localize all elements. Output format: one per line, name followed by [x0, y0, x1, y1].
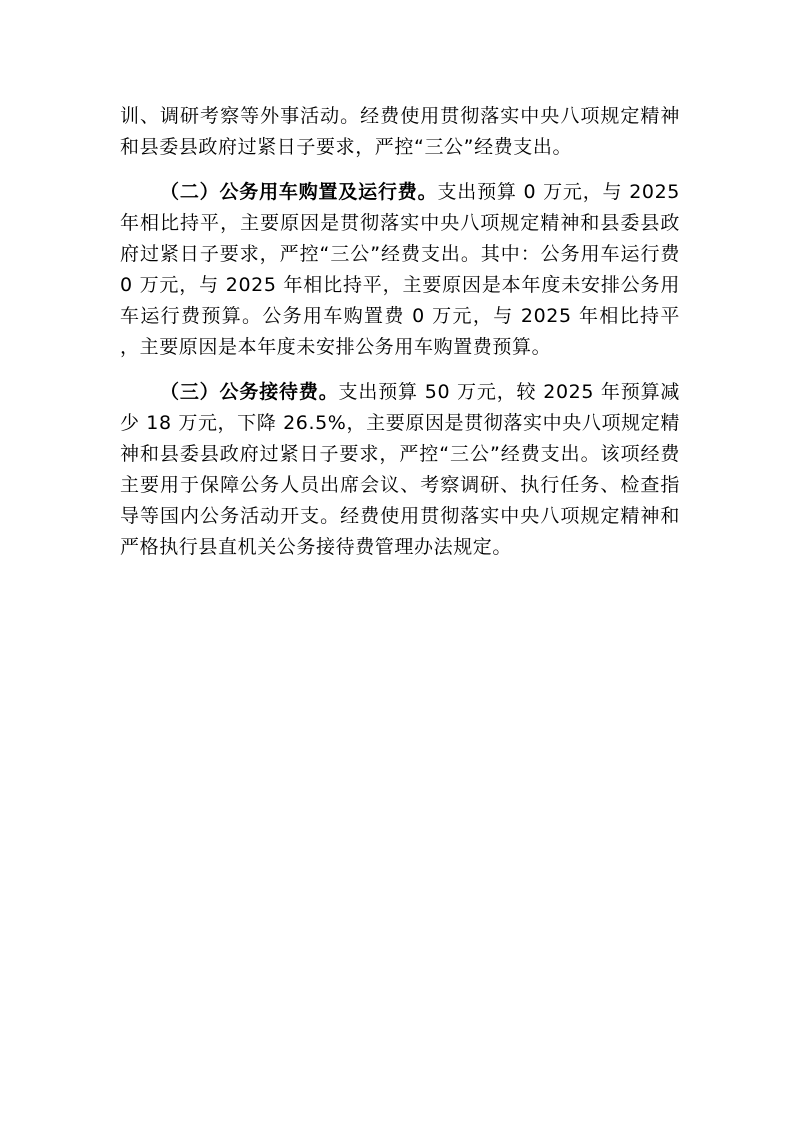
section-heading-reception: （三）公务接待费。 [160, 381, 339, 403]
paragraph-continuation [120, 101, 680, 163]
section-heading-vehicle: （二）公务用车购置及运行费。 [160, 181, 438, 203]
paragraph-text: 训、调研考察等外事活动。经费使用贯彻落实中央八项规定精神和县委县政府过紧日子要求，严控“三公”经费支出。 [120, 105, 680, 158]
paragraph-reception-expenses [120, 377, 680, 563]
paragraph-vehicle-expenses [120, 177, 680, 363]
document-body [120, 101, 680, 577]
paragraph-text: 支出预算 50 万元，较 2025 年预算减少 18 万元，下降 26.5%，主要原因是贯彻落实中央八项规定精神和县委县政府过紧日子要求，严控“三公”经费支出。该项经费主要用于保障公务人员出席会议、考察调研、执行任务、检查指导等国内公务活动开支。经费使用贯彻落实中央八项规定精神和严格执行县直机关公务接待费管理办法规定。 [120, 381, 681, 558]
paragraph-text: 支出预算 0 万元，与 2025 年相比持平，主要原因是贯彻落实中央八项规定精神和县委县政府过紧日子要求，严控“三公”经费支出。其中：公务用车运行费 0 万元，与 2025 年相比持平，主要原因是本年度未安排公务用车运行费预算。公务用车购置费 0 万元，与 2025 年相比持平，主要原因是本年度未安排公务用车购置费预算。 [120, 181, 680, 358]
